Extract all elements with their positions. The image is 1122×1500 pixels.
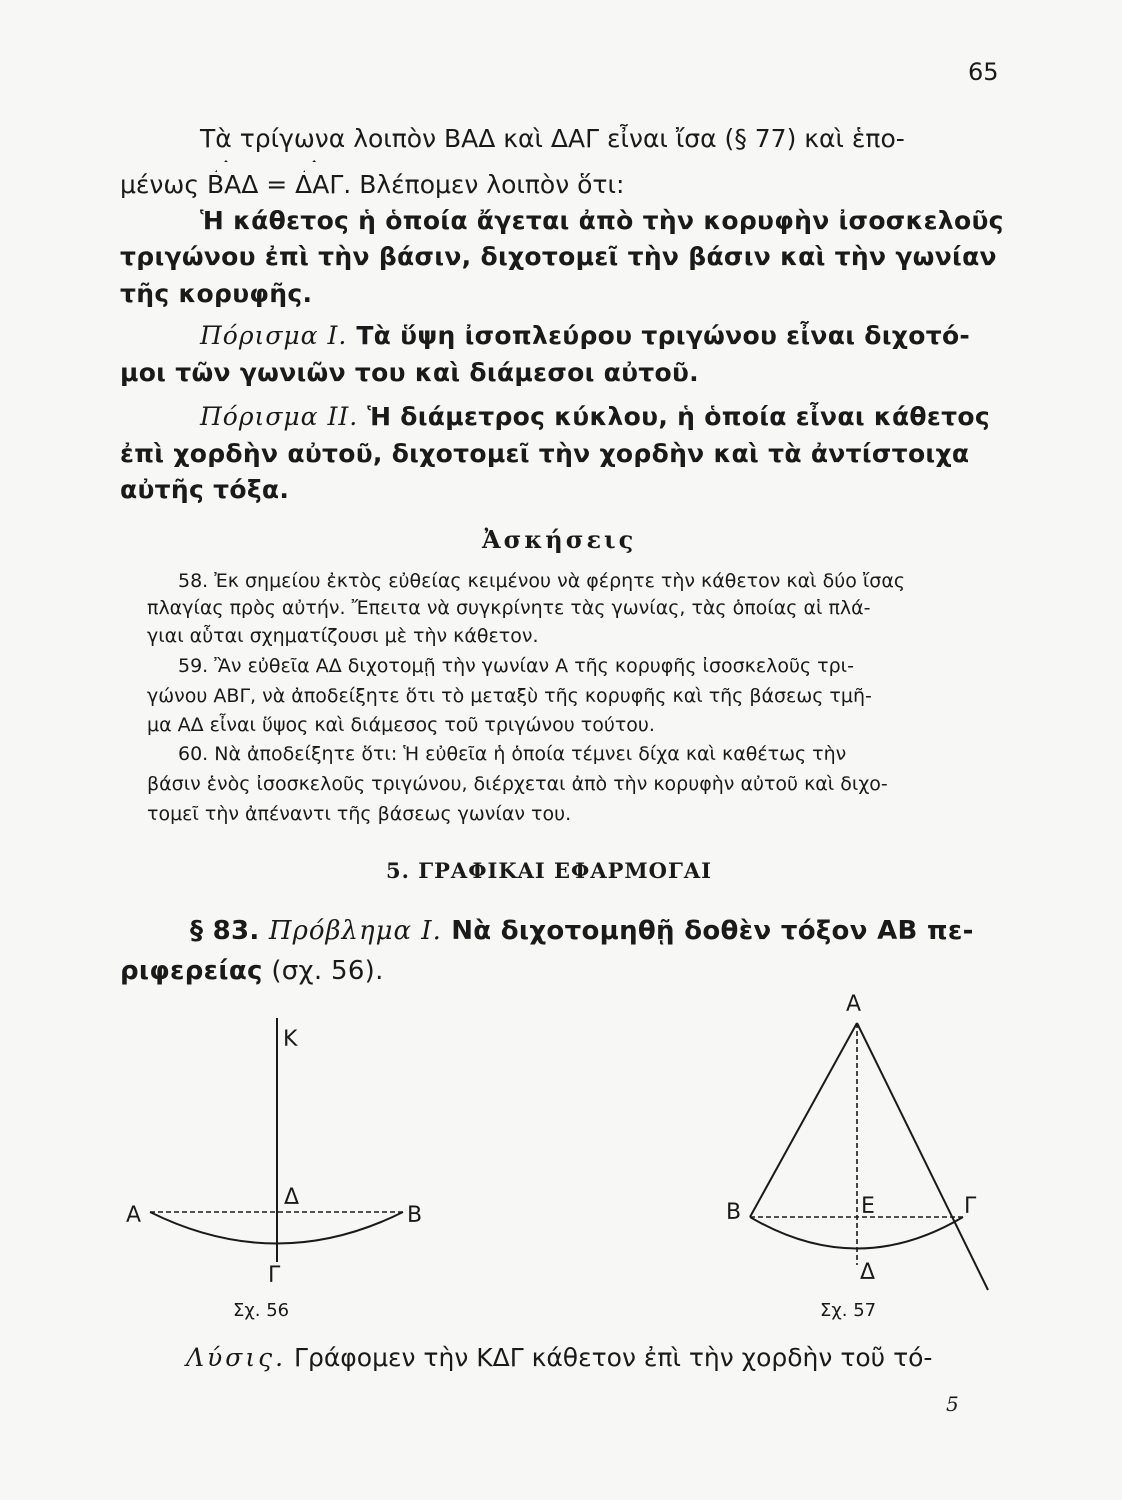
exercise-line: 58. Ἐκ σημείου ἐκτὸς εὐθείας κειμένου νὰ φέρητε τὴν κάθετον καὶ δύο ἴσας	[178, 570, 906, 592]
label-e: Ε	[861, 1194, 875, 1219]
corollary-text: Ἡ διάμετρος κύκλου, ἡ ὁποία εἶναι κάθετος	[358, 402, 990, 431]
figure-57	[720, 985, 1010, 1315]
corollary-text: Τὰ ὕψη ἰσοπλεύρου τριγώνου εἶναι διχοτό-	[347, 321, 971, 350]
label-b: Β	[726, 1200, 742, 1225]
label-a: Α	[846, 992, 862, 1017]
theorem-line: τριγώνου ἐπὶ τὴν βάσιν, διχοτομεῖ τὴν βάσιν καὶ τὴν γωνίαν	[120, 242, 997, 271]
exercise-line: 59. Ἂν εὐθεῖα ΑΔ διχοτομῇ τὴν γωνίαν Α τῆς κορυφῆς ἰσοσκελοῦς τρι-	[178, 655, 854, 677]
corollary-2-line	[200, 402, 1080, 431]
theorem-line: τῆς κορυφῆς.	[120, 279, 313, 308]
exercise-line: γώνου ΑΒΓ, νὰ ἀποδείξητε ὅτι τὸ μεταξὺ τῆς κορυφῆς καὶ τῆς βάσεως τμῆ-	[147, 685, 872, 707]
label-g: Γ	[268, 1263, 281, 1288]
exercises-heading: Ἀσκήσεις	[482, 525, 637, 554]
problem-ref: (σχ. 56).	[262, 956, 384, 986]
corollary-label: Πόρισμα ΙΙ.	[200, 402, 359, 431]
angle-dag: ΔΑΓ	[295, 170, 344, 199]
exercise-line: μα ΑΔ εἶναι ὕψος καὶ διάμεσος τοῦ τριγώνου τούτου.	[147, 714, 655, 736]
problem-text: Νὰ διχοτομηθῇ δοθὲν τόξον ΑΒ πε-	[441, 916, 974, 946]
equals-sign: =	[258, 170, 296, 199]
label-a: Α	[126, 1203, 142, 1228]
corollary-2-line: ἐπὶ χορδὴν αὐτοῦ, διχοτομεῖ τὴν χορδὴν καὶ τὰ ἀντίστοιχα	[120, 439, 970, 468]
problem-line	[190, 916, 1070, 946]
label-d: Δ	[860, 1260, 876, 1285]
label-d: Δ	[284, 1185, 300, 1210]
figure-57-caption: Σχ. 57	[820, 1300, 877, 1321]
section-title: 5. ΓΡΑΦΙΚΑΙ ΕΦΑΡΜΟΓΑΙ	[386, 858, 712, 883]
signature-mark: 5	[946, 1392, 959, 1416]
problem-number: § 83.	[190, 916, 260, 946]
solution-label: Λύσις.	[186, 1343, 287, 1372]
label-b: Β	[407, 1203, 423, 1228]
exercise-line: γιαι αὗται σχηματίζουσι μὲ τὴν κάθετον.	[147, 625, 539, 647]
angle-bad: ΒΑΔ	[206, 170, 259, 199]
label-k: Κ	[283, 1027, 298, 1052]
text-fragment: μένως	[120, 170, 207, 199]
label-g: Γ	[964, 1194, 977, 1219]
text-fragment: . Βλέπομεν λοιπὸν ὅτι:	[343, 170, 625, 199]
side-ag	[857, 1023, 988, 1290]
page-number: 65	[968, 58, 999, 86]
exercise-line: βάσιν ἑνὸς ἰσοσκελοῦς τριγώνου, διέρχεται ἀπὸ τὴν κορυφὴν αὐτοῦ καὶ διχο-	[147, 773, 888, 795]
exercise-line: τομεῖ τὴν ἀπέναντι τῆς βάσεως γωνίαν του.	[147, 803, 572, 825]
figure-56	[120, 1010, 440, 1330]
figure-56-caption: Σχ. 56	[233, 1300, 290, 1321]
paragraph-line: Τὰ τρίγωνα λοιπὸν ΒΑΔ καὶ ΔΑΓ εἶναι ἴσα (§ 77) καὶ ἑπο-	[200, 124, 905, 153]
problem-line	[120, 956, 1000, 986]
corollary-1-line: μοι τῶν γωνιῶν του καὶ διάμεσοι αὐτοῦ.	[120, 358, 699, 387]
exercise-line: 60. Νὰ ἀποδείξητε ὅτι: Ἡ εὐθεῖα ἡ ὁποία τέμνει δίχα καὶ καθέτως τὴν	[178, 743, 847, 765]
corollary-label: Πόρισμα Ι.	[200, 321, 348, 350]
solution-text: Γράφομεν τὴν ΚΔΓ κάθετον ἐπὶ τὴν χορδὴν τοῦ τό-	[286, 1343, 933, 1372]
theorem-line: Ἡ κάθετος ἡ ὁποία ἄγεται ἀπὸ τὴν κορυφὴν ἰσοσκελοῦς	[200, 206, 1004, 235]
corollary-1-line	[200, 321, 1080, 350]
solution-line	[186, 1343, 1066, 1372]
problem-label: Πρόβλημα Ι.	[259, 916, 442, 946]
exercise-line: πλαγίας πρὸς αὐτήν. Ἔπειτα νὰ συγκρίνητε τὰς γωνίας, τὰς ὁποίας αἱ πλά-	[147, 597, 871, 619]
side-ab	[750, 1023, 857, 1217]
corollary-2-line: αὐτῆς τόξα.	[120, 475, 290, 504]
problem-text: ριφερείας	[120, 956, 263, 986]
paragraph-line-angles	[120, 170, 1000, 199]
